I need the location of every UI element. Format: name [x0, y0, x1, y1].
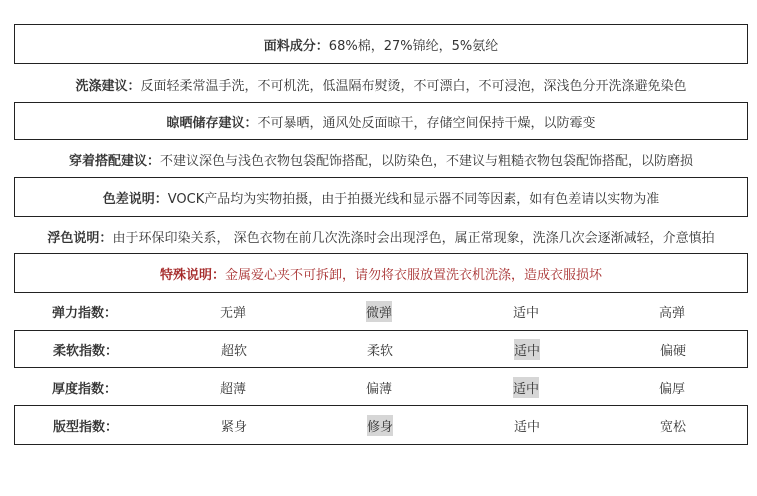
- index-label: 弹力指数：: [52, 305, 118, 321]
- index-option: 偏硬: [660, 343, 687, 359]
- index-option: 适中: [513, 305, 540, 321]
- index-option: 超薄: [220, 381, 247, 397]
- floating-color-row: [14, 220, 748, 252]
- index-option: 适中: [514, 419, 541, 435]
- washing-label: 洗涤建议：: [75, 78, 141, 94]
- index-option-selected: 适中: [513, 370, 539, 404]
- index-option-selected: 微弹: [366, 294, 392, 328]
- index-row-softness: [14, 330, 748, 368]
- drying-value: 不可暴晒，通风处反面晾干，存储空间保持干燥，以防霉变: [257, 115, 596, 131]
- floating-color-value: 由于环保印染关系， 深色衣物在前几次洗涤时会出现浮色，属正常现象，洗涤几次会逐渐减轻，介意慎拍: [112, 230, 715, 246]
- floating-color-label: 浮色说明：: [47, 230, 113, 246]
- fabric-row: [14, 24, 748, 64]
- index-option: 高弹: [659, 305, 686, 321]
- index-option: 无弹: [220, 305, 247, 321]
- index-option: 偏薄: [366, 381, 393, 397]
- color-diff-value: VOCK产品均为实物拍摄，由于拍摄光线和显示器不同等因素，如有色差请以实物为准: [167, 191, 660, 207]
- fabric-label: 面料成分：: [263, 38, 329, 54]
- matching-label: 穿着搭配建议：: [68, 153, 160, 169]
- drying-label: 晾晒储存建议：: [166, 115, 258, 131]
- color-diff-label: 色差说明：: [102, 191, 168, 207]
- washing-row: [14, 68, 748, 100]
- index-label: 柔软指数：: [53, 343, 119, 359]
- index-option: 紧身: [221, 419, 248, 435]
- index-option: 柔软: [367, 343, 394, 359]
- index-option: 宽松: [660, 419, 687, 435]
- matching-row: [14, 143, 748, 175]
- index-row-fit: [14, 405, 748, 445]
- washing-value: 反面轻柔常温手洗，不可机洗，低温隔布熨烫，不可漂白，不可浸泡，深浅色分开洗涤避免染色: [140, 78, 687, 94]
- special-label: 特殊说明：: [159, 267, 225, 283]
- matching-value: 不建议深色与浅色衣物包袋配饰搭配，以防染色，不建议与粗糙衣物包袋配饰搭配，以防磨损: [160, 153, 694, 169]
- special-row: [14, 253, 748, 293]
- index-option-selected: 修身: [367, 406, 393, 444]
- special-value: 金属爱心夹不可拆卸，请勿将衣服放置洗衣机洗涤，造成衣服损坏: [225, 267, 603, 283]
- color-diff-row: [14, 177, 748, 217]
- index-label: 版型指数：: [53, 419, 119, 435]
- drying-row: [14, 102, 748, 140]
- index-option: 超软: [221, 343, 248, 359]
- fabric-value: 68%棉，27%锦纶，5%氨纶: [328, 38, 499, 54]
- index-label: 厚度指数：: [52, 381, 118, 397]
- index-option: 偏厚: [659, 381, 686, 397]
- index-row-thickness: [14, 370, 748, 404]
- index-row-elasticity: [14, 294, 748, 328]
- index-option-selected: 适中: [514, 331, 540, 367]
